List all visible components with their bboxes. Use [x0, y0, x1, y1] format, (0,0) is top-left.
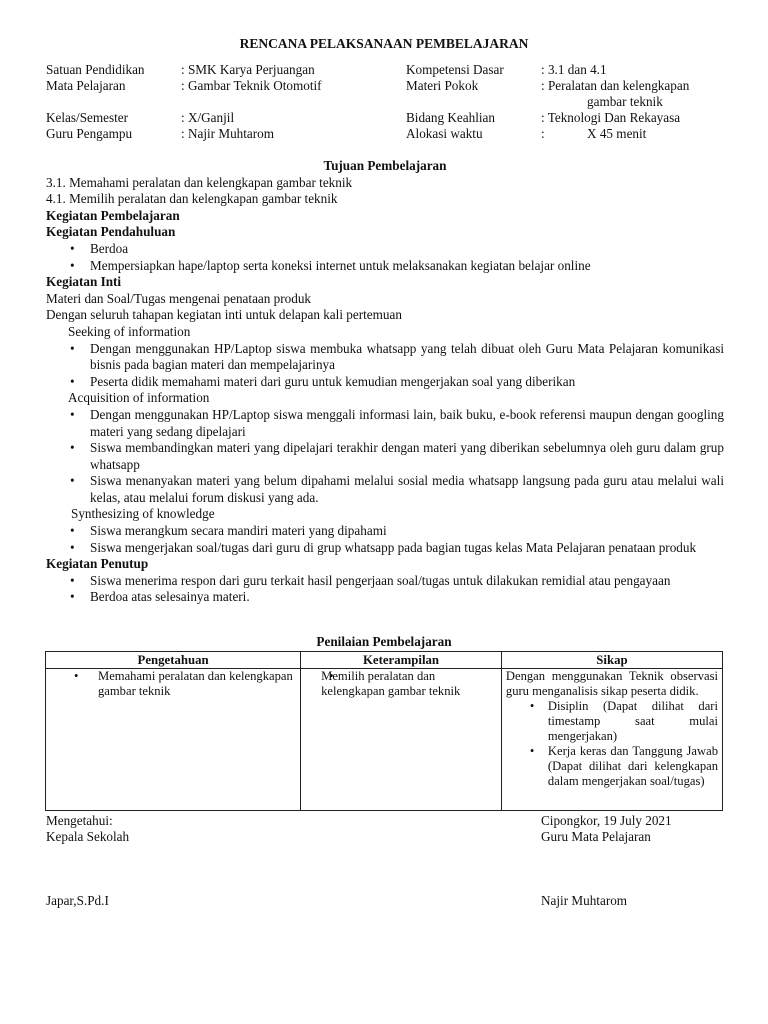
- signature-right-line2: Guru Mata Pelajaran: [541, 829, 651, 844]
- penilaian-heading: Penilaian Pembelajaran: [316, 634, 452, 649]
- list-item: • Siswa merangkum secara mandiri materi yang dipahami: [46, 523, 724, 540]
- value-materi-cont: gambar teknik: [587, 94, 663, 109]
- label-alokasi: Alokasi waktu: [406, 126, 483, 141]
- pendahuluan-heading: Kegiatan Pendahuluan: [46, 224, 176, 240]
- header-row: [0, 110, 768, 126]
- tujuan-item: 4.1. Memilih peralatan dan kelengkapan gambar teknik: [46, 191, 338, 207]
- header-row: [0, 78, 768, 94]
- tujuan-item: 3.1. Memahami peralatan dan kelengkapan gambar teknik: [46, 174, 353, 190]
- sikap-intro: Dengan menggunakan Teknik observasi guru menganalisis sikap peserta didik.: [505, 669, 718, 698]
- cell-sikap: [501, 669, 722, 811]
- document-title: RENCANA PELAKSANAAN PEMBELAJARAN: [239, 36, 529, 51]
- inti-heading: Kegiatan Inti: [46, 274, 122, 290]
- label-kelas: Kelas/Semester: [46, 110, 129, 125]
- acquisition-heading: Acquisition of information: [68, 390, 210, 406]
- list-item: • Dengan menggunakan HP/Laptop siswa menggali informasi lain, baik buku, e-book referensi maupun dengan googling materi yang sedang dipelajari: [46, 407, 724, 440]
- seeking-list: [46, 341, 724, 391]
- signature-left-line1: Mengetahui:: [46, 813, 113, 828]
- label-kompetensi: Kompetensi Dasar: [406, 62, 504, 77]
- penutup-heading: Kegiatan Penutup: [46, 556, 149, 572]
- penilaian-table: [45, 651, 723, 811]
- seeking-heading: Seeking of information: [68, 323, 191, 339]
- signature-left-name: Japar,S.Pd.I: [46, 893, 109, 908]
- column-header-sikap: Sikap: [501, 652, 722, 669]
- acquisition-list: [46, 407, 724, 507]
- list-item: • Dengan menggunakan HP/Laptop siswa membuka whatsapp yang telah dibuat oleh Guru Mata Pelajaran komunikasi bisnis pada bagian materi dan mempelajarinya: [46, 341, 724, 374]
- document-body: [46, 158, 724, 606]
- list-item: • Berdoa: [46, 241, 724, 258]
- list-item: • Kerja keras dan Tanggung Jawab (Dapat dilihat dari kelengkapan dalam mengerjakan soal/tugas): [506, 744, 718, 789]
- table-header-row: [46, 652, 723, 669]
- list-item: • Memahami peralatan dan kelengkapan gambar teknik: [50, 669, 296, 699]
- list-item: • Berdoa atas selesainya materi.: [46, 589, 724, 606]
- header-row: [0, 126, 768, 142]
- inti-line: Dengan seluruh tahapan kegiatan inti untuk delapan kali pertemuan: [46, 307, 402, 323]
- column-header-keterampilan: Keterampilan: [301, 652, 502, 669]
- list-item: • Siswa mengerjakan soal/tugas dari guru di grup whatsapp pada bagian tugas kelas Mata Pelajaran penataan produk: [46, 540, 724, 557]
- penutup-list: [46, 573, 724, 606]
- cell-keterampilan: [301, 669, 502, 811]
- label-mapel: Mata Pelajaran: [46, 78, 126, 93]
- table-row: [46, 669, 723, 811]
- synthesizing-list: [46, 523, 724, 556]
- tujuan-heading: Tujuan Pembelajaran: [323, 158, 447, 173]
- list-item: • Memilih peralatan dan kelengkapan gambar teknik: [305, 669, 497, 699]
- kegiatan-heading: Kegiatan Pembelajaran: [46, 207, 180, 223]
- list-item: • Disiplin (Dapat dilihat dari timestamp saat mulai mengerjakan): [506, 699, 718, 744]
- value-mapel: : Gambar Teknik Otomotif: [181, 78, 322, 93]
- value-kelas: : X/Ganjil: [181, 110, 235, 125]
- header-row: [0, 94, 768, 110]
- value-alokasi-colon: :: [541, 126, 545, 141]
- value-bidang: : Teknologi Dan Rekayasa: [541, 110, 681, 125]
- label-guru: Guru Pengampu: [46, 126, 133, 141]
- value-satuan: : SMK Karya Perjuangan: [181, 62, 315, 77]
- signature-right-name: Najir Muhtarom: [541, 893, 628, 908]
- list-item: • Peserta didik memahami materi dari guru untuk kemudian mengerjakan soal yang diberikan: [46, 374, 724, 391]
- label-bidang: Bidang Keahlian: [406, 110, 495, 125]
- signature-left-line2: Kepala Sekolah: [46, 829, 130, 844]
- column-header-pengetahuan: Pengetahuan: [46, 652, 301, 669]
- synthesizing-heading: Synthesizing of knowledge: [71, 506, 215, 522]
- value-alokasi: X 45 menit: [587, 126, 647, 141]
- list-item: • Mempersiapkan hape/laptop serta koneksi internet untuk melaksanakan kegiatan belajar online: [46, 258, 724, 275]
- label-satuan: Satuan Pendidikan: [46, 62, 145, 77]
- inti-line: Materi dan Soal/Tugas mengenai penataan produk: [46, 290, 312, 306]
- pendahuluan-list: [46, 241, 724, 274]
- value-materi: : Peralatan dan kelengkapan: [541, 78, 690, 93]
- header-row: [0, 62, 768, 78]
- value-kompetensi: : 3.1 dan 4.1: [541, 62, 607, 77]
- cell-pengetahuan: [46, 669, 301, 811]
- value-guru: : Najir Muhtarom: [181, 126, 275, 141]
- list-item: • Siswa menanyakan materi yang belum dipahami melalui sosial media whatsapp langsung pada guru atau melalui wali kelas, atau melalui forum diskusi yang ada.: [46, 473, 724, 506]
- label-materi: Materi Pokok: [406, 78, 479, 93]
- signature-right-line1: Cipongkor, 19 July 2021: [541, 813, 672, 828]
- list-item: • Siswa menerima respon dari guru terkait hasil pengerjaan soal/tugas untuk dilakukan remidial atau pengayaan: [46, 573, 724, 590]
- list-item: • Siswa membandingkan materi yang dipelajari terakhir dengan materi yang diberikan sebelumnya oleh guru dalam grup whatsapp: [46, 440, 724, 473]
